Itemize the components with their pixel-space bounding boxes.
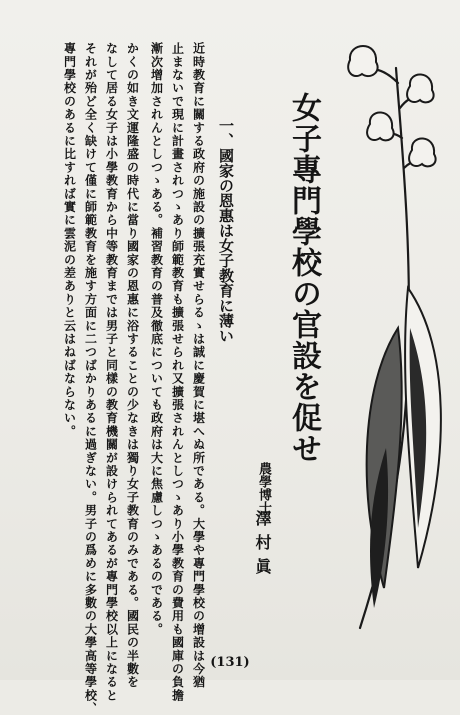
author-title: 農學博士 bbox=[256, 462, 271, 514]
section-heading: 一、國家の恩惠は女子教育に薄い bbox=[217, 118, 235, 343]
body-line: かくの如き文運隆盛の時代に當り國家の恩惠に浴することの少なきは獨り女子教育のみである。國民の半數を bbox=[125, 42, 140, 689]
body-line: それが殆ど全く缺けて僅に師範教育を施す方面に二つばかりあるに過ぎない。男子の爲めに多數の大學高等學校、 bbox=[83, 42, 98, 715]
author-name: 澤村眞 bbox=[253, 510, 272, 582]
page-number: (131) bbox=[210, 655, 250, 670]
body-line: なして居る女子は小學教育から中等教育までは男子と同樣の教育機關が設けられてあるが專門學校以上になると bbox=[104, 42, 119, 702]
lily-of-the-valley-illustration bbox=[300, 28, 450, 638]
body-line: 近時教育に關する政府の施設の擴張充實せらるゝは誠に慶賀に堪へぬ所である。大學や專門學校の增設は今猶 bbox=[191, 42, 206, 689]
body-line: 專門學校のあるに比すれば實に雲泥の差ありと云はねばならない。 bbox=[62, 42, 77, 438]
body-line: 漸次增加されんとしつゝある。補習教育の普及徹底についても政府は大に焦慮しつゝあるのである。 bbox=[149, 42, 164, 636]
body-line: 止まないで現に計畫されつゝあり師範教育も擴張せられ又擴張されんとしつゝあり小學教育の費用も國庫の負擔 bbox=[170, 42, 185, 702]
article-title: 女子專門學校の官設を促せ bbox=[286, 92, 321, 464]
